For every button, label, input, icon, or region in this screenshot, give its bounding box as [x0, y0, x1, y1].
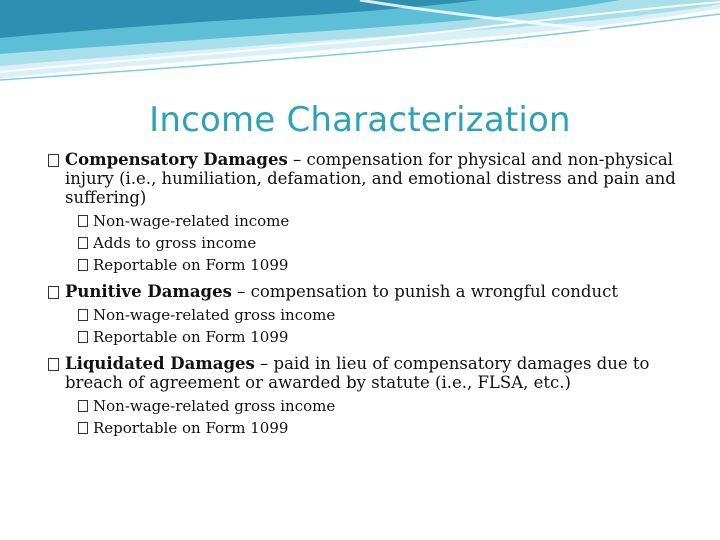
sub-bullet-list — [78, 210, 703, 276]
sub-bullet-text: Adds to gross income — [93, 234, 257, 252]
bullet-description: – compensation to punish a wrongful conduct — [237, 282, 618, 301]
sub-bullet-text: Non-wage-related income — [93, 212, 290, 230]
bullet-punitive-damages — [48, 282, 703, 301]
bullet-box-icon — [78, 309, 88, 321]
bullet-term: Compensatory Damages — [65, 150, 288, 169]
bullet-box-icon — [78, 237, 88, 249]
sub-bullet-text: Non-wage-related gross income — [93, 397, 336, 415]
bullet-box-icon — [48, 154, 59, 167]
header-wave-decoration — [0, 0, 720, 90]
bullet-term: Punitive Damages — [65, 282, 232, 301]
sub-bullet-list — [78, 304, 703, 348]
bullet-box-icon — [48, 358, 59, 371]
sub-bullet — [78, 254, 703, 276]
sub-bullet — [78, 395, 703, 417]
bullet-description: – paid in lieu of compensatory damages due to breach of agreement or awarded by statute (i.e., FLSA, etc.) — [65, 354, 650, 392]
sub-bullet — [78, 210, 703, 232]
sub-bullet-text: Reportable on Form 1099 — [93, 419, 289, 437]
sub-bullet-list — [78, 395, 703, 439]
bullet-box-icon — [78, 259, 88, 271]
bullet-box-icon — [78, 215, 88, 227]
bullet-box-icon — [78, 331, 88, 343]
bullet-liquidated-damages — [48, 354, 703, 392]
slide-title: Income Characterization — [149, 100, 571, 140]
sub-bullet-text: Reportable on Form 1099 — [93, 256, 289, 274]
bullet-compensatory-damages — [48, 150, 703, 207]
bullet-description: – compensation for physical and non-physical injury (i.e., humiliation, defamation, and emotional distress and pain and suffering) — [65, 150, 676, 207]
sub-bullet — [78, 326, 703, 348]
bullet-box-icon — [78, 400, 88, 412]
sub-bullet — [78, 304, 703, 326]
bullet-term: Liquidated Damages — [65, 354, 255, 373]
bullet-box-icon — [48, 286, 59, 299]
sub-bullet — [78, 417, 703, 439]
sub-bullet-text: Non-wage-related gross income — [93, 306, 336, 324]
bullet-box-icon — [78, 422, 88, 434]
sub-bullet-text: Reportable on Form 1099 — [93, 328, 289, 346]
sub-bullet — [78, 232, 703, 254]
bullet-list — [48, 150, 703, 445]
